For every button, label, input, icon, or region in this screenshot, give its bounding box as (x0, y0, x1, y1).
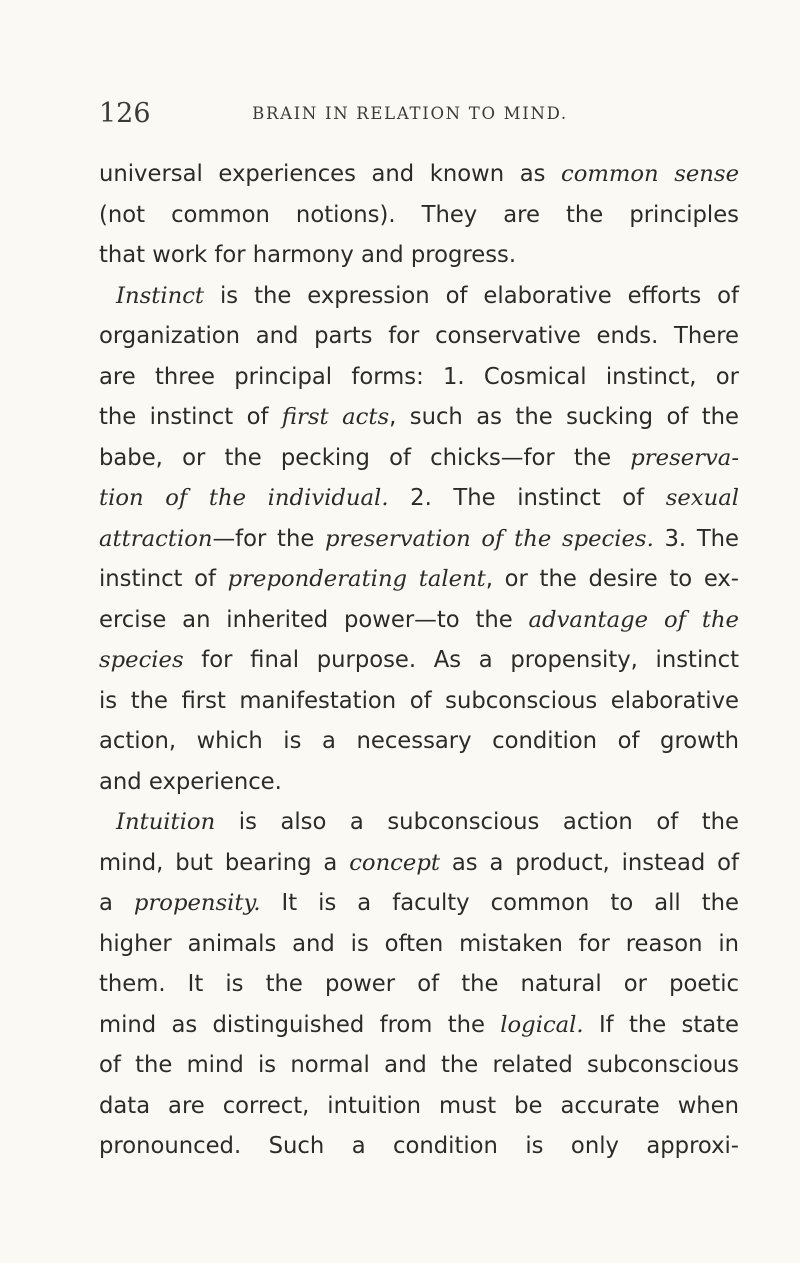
italic-phrase: Instinct (116, 282, 205, 309)
text-segment: is the first manifestation of subconscious elaborative (99, 687, 739, 714)
running-title: BRAIN IN RELATION TO MIND. (252, 104, 568, 123)
text-segment: for final purpose. As a propensity, instinct (183, 647, 739, 673)
text-segment: a (99, 890, 134, 916)
text-line (99, 1126, 739, 1166)
page-header (99, 98, 739, 138)
text-line (116, 276, 739, 316)
text-line (116, 802, 739, 842)
text-segment: is also a subconscious action of the (215, 809, 739, 835)
text-line (99, 235, 739, 275)
italic-phrase: preserva- (630, 444, 739, 471)
text-segment: of the mind is normal and the related subconscious (99, 1052, 739, 1078)
text-line (99, 1086, 739, 1126)
text-segment: are three principal forms: 1. Cosmical instinct, or (99, 363, 739, 390)
text-line (99, 681, 739, 721)
text-segment: action, which is a necessary condition of growth (99, 728, 739, 754)
text-line (99, 397, 739, 437)
text-segment: higher animals and is often mistaken for reason in (99, 930, 739, 957)
text-line (99, 154, 739, 194)
text-segment: data are correct, intuition must be accurate when (99, 1092, 739, 1119)
page-number: 126 (99, 98, 151, 129)
text-segment: instinct of (99, 566, 228, 592)
text-line (99, 1005, 739, 1045)
italic-phrase: concept (349, 849, 440, 876)
text-line (99, 883, 739, 923)
text-segment: ercise an inherited power—to the (99, 606, 529, 633)
text-segment: 3. The (653, 525, 740, 552)
italic-phrase: sexual (665, 485, 739, 511)
text-line (99, 519, 739, 559)
text-segment: them. It is the power of the natural or poetic (99, 971, 739, 997)
italic-phrase: first acts (281, 404, 390, 430)
italic-phrase: Intuition (116, 809, 216, 835)
text-segment: —for the (212, 525, 325, 552)
text-segment: babe, or the pecking of chicks—for the (99, 444, 631, 471)
text-line (99, 843, 739, 883)
text-line (99, 316, 739, 356)
text-segment: organization and parts for conservative ends. There (99, 323, 739, 349)
italic-phrase: attraction (99, 525, 213, 552)
text-segment: (not common notions). They are the principles (99, 201, 739, 228)
text-line (99, 964, 739, 1004)
text-line (99, 640, 739, 680)
text-segment: universal experiences and known as (99, 161, 561, 187)
text-segment: is the expression of elaborative efforts of (204, 282, 739, 309)
text-line (99, 924, 739, 964)
text-segment: 2. The instinct of (388, 485, 666, 511)
text-line (99, 762, 739, 802)
text-segment: that work for harmony and progress. (99, 242, 517, 268)
text-line (99, 478, 739, 518)
italic-phrase: advantage of the (528, 606, 739, 633)
text-segment: , or the desire to ex- (485, 566, 739, 592)
text-segment: the instinct of (99, 404, 282, 430)
text-line (99, 721, 739, 761)
text-line (99, 1045, 739, 1085)
text-line (99, 438, 739, 478)
italic-phrase: species (99, 647, 184, 673)
text-segment: as a product, instead of (439, 849, 740, 876)
text-line (99, 600, 739, 640)
text-segment: pronounced. Such a condition is only approxi- (99, 1133, 739, 1159)
text-line (99, 195, 739, 235)
italic-phrase: preponderating talent (227, 566, 486, 592)
italic-phrase: common sense (561, 161, 739, 187)
italic-phrase: logical. (500, 1011, 584, 1038)
text-line (99, 357, 739, 397)
text-line (99, 559, 739, 599)
italic-phrase: preservation of the species. (324, 525, 654, 552)
text-segment: It is a faculty common to all the (260, 890, 739, 916)
text-segment: , such as the sucking of the (389, 404, 739, 430)
text-segment: mind as distinguished from the (99, 1011, 501, 1038)
text-segment: If the state (583, 1011, 739, 1038)
italic-phrase: tion of the individual. (99, 485, 389, 511)
text-segment: mind, but bearing a (99, 849, 350, 876)
italic-phrase: propensity. (133, 890, 261, 916)
text-segment: and experience. (99, 768, 282, 795)
